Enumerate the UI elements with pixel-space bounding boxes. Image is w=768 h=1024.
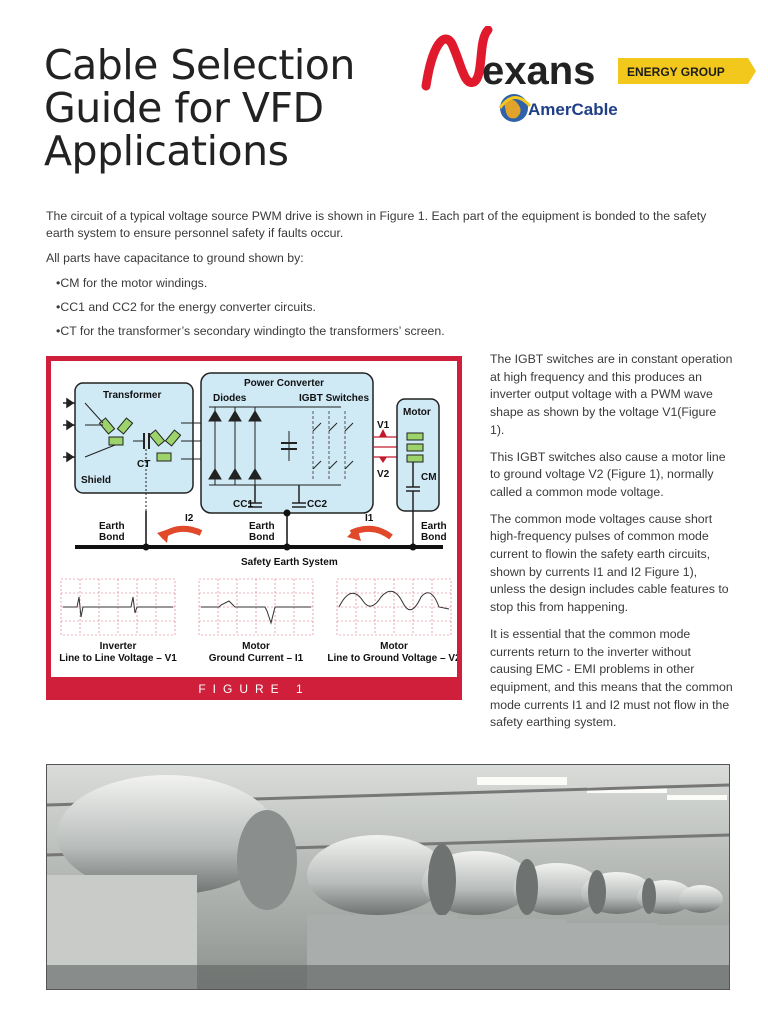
motors-photo — [46, 764, 730, 990]
side-paragraph-1: The IGBT switches are in constant operation at high frequency and this produces an inverter output voltage with a PWM wave shape as shown by the voltage V1(Figure 1). — [490, 352, 733, 437]
label-shield: Shield — [81, 475, 112, 486]
logo-group: ENERGY GROUP — [627, 65, 725, 79]
side-paragraph-3: The common mode voltages cause short high-frequency pulses of common mode current to flowin the safety earth circuits, shown by currents I1 and I2 Figure 1), unless the design includes cable features to stop this from happening. — [490, 511, 729, 615]
scope-2-subtitle: Ground Current – I1 — [208, 653, 304, 664]
scope-1-subtitle: Line to Line Voltage – V1 — [59, 653, 177, 664]
label-cc1: CC1 — [233, 499, 254, 510]
list-item: • CC1 and CC2 for the energy converter circuits. — [56, 299, 736, 316]
label-safety-earth: Safety Earth System — [241, 557, 338, 568]
label-bond-1: Bond — [99, 532, 125, 543]
label-cm: CM — [421, 472, 437, 483]
nexans-logo — [418, 26, 758, 136]
label-motor: Motor — [403, 407, 431, 418]
label-earth-3: Earth — [421, 521, 447, 532]
label-ct: CT — [137, 459, 151, 470]
label-power-converter: Power Converter — [244, 378, 325, 389]
logo-brand: exans — [482, 49, 596, 93]
label-bond-2: Bond — [249, 532, 275, 543]
label-i2: I2 — [185, 513, 194, 524]
intro-section — [46, 208, 736, 347]
label-diodes: Diodes — [213, 393, 247, 404]
circuit-diagram — [51, 361, 457, 677]
list-item: • CM for the motor windings. — [56, 275, 736, 292]
intro-paragraph-1: The circuit of a typical voltage source PWM drive is shown in Figure 1. Each part of the equipment is bonded to the safety earth system to ensure personnel safety if faults occur. — [46, 209, 707, 240]
label-v1: V1 — [377, 420, 390, 431]
capacitance-list — [46, 275, 736, 340]
intro-paragraph-2: All parts have capacitance to ground shown by: — [46, 251, 304, 265]
scope-2-title: Motor — [242, 641, 270, 652]
scope-3-title: Motor — [380, 641, 408, 652]
logo-sub: AmerCable — [528, 100, 618, 119]
label-bond-3: Bond — [421, 532, 447, 543]
figure-caption: FIGURE 1 — [198, 682, 310, 696]
label-i1: I1 — [365, 513, 374, 524]
list-item: • CT for the transformer’s secondary windingto the transformers’ screen. — [56, 323, 736, 340]
label-cc2: CC2 — [307, 499, 328, 510]
page-title: Cable Selection Guide for VFD Applications — [44, 41, 355, 175]
scope-3-subtitle: Line to Ground Voltage – V2 — [327, 653, 457, 664]
scope-1-title: Inverter — [99, 641, 137, 652]
side-column — [490, 351, 734, 741]
label-transformer: Transformer — [103, 390, 162, 401]
label-igbt: IGBT Switches — [299, 393, 370, 404]
logo — [418, 26, 758, 136]
figure-diagram — [51, 361, 457, 677]
industrial-motors-image — [47, 765, 730, 990]
figure-1 — [46, 356, 462, 700]
label-v2: V2 — [377, 469, 390, 480]
label-earth-2: Earth — [249, 521, 275, 532]
side-paragraph-2: This IGBT switches also cause a motor line to ground voltage V2 (Figure 1), normally called a common mode voltage. — [490, 449, 726, 499]
label-earth-1: Earth — [99, 521, 125, 532]
side-paragraph-4: It is essential that the common mode currents return to the inverter without causing EMC - EMI problems in other equipment, and this means that the common mode currents I1 and I2 must not flow in the safety earthing system. — [490, 626, 733, 730]
